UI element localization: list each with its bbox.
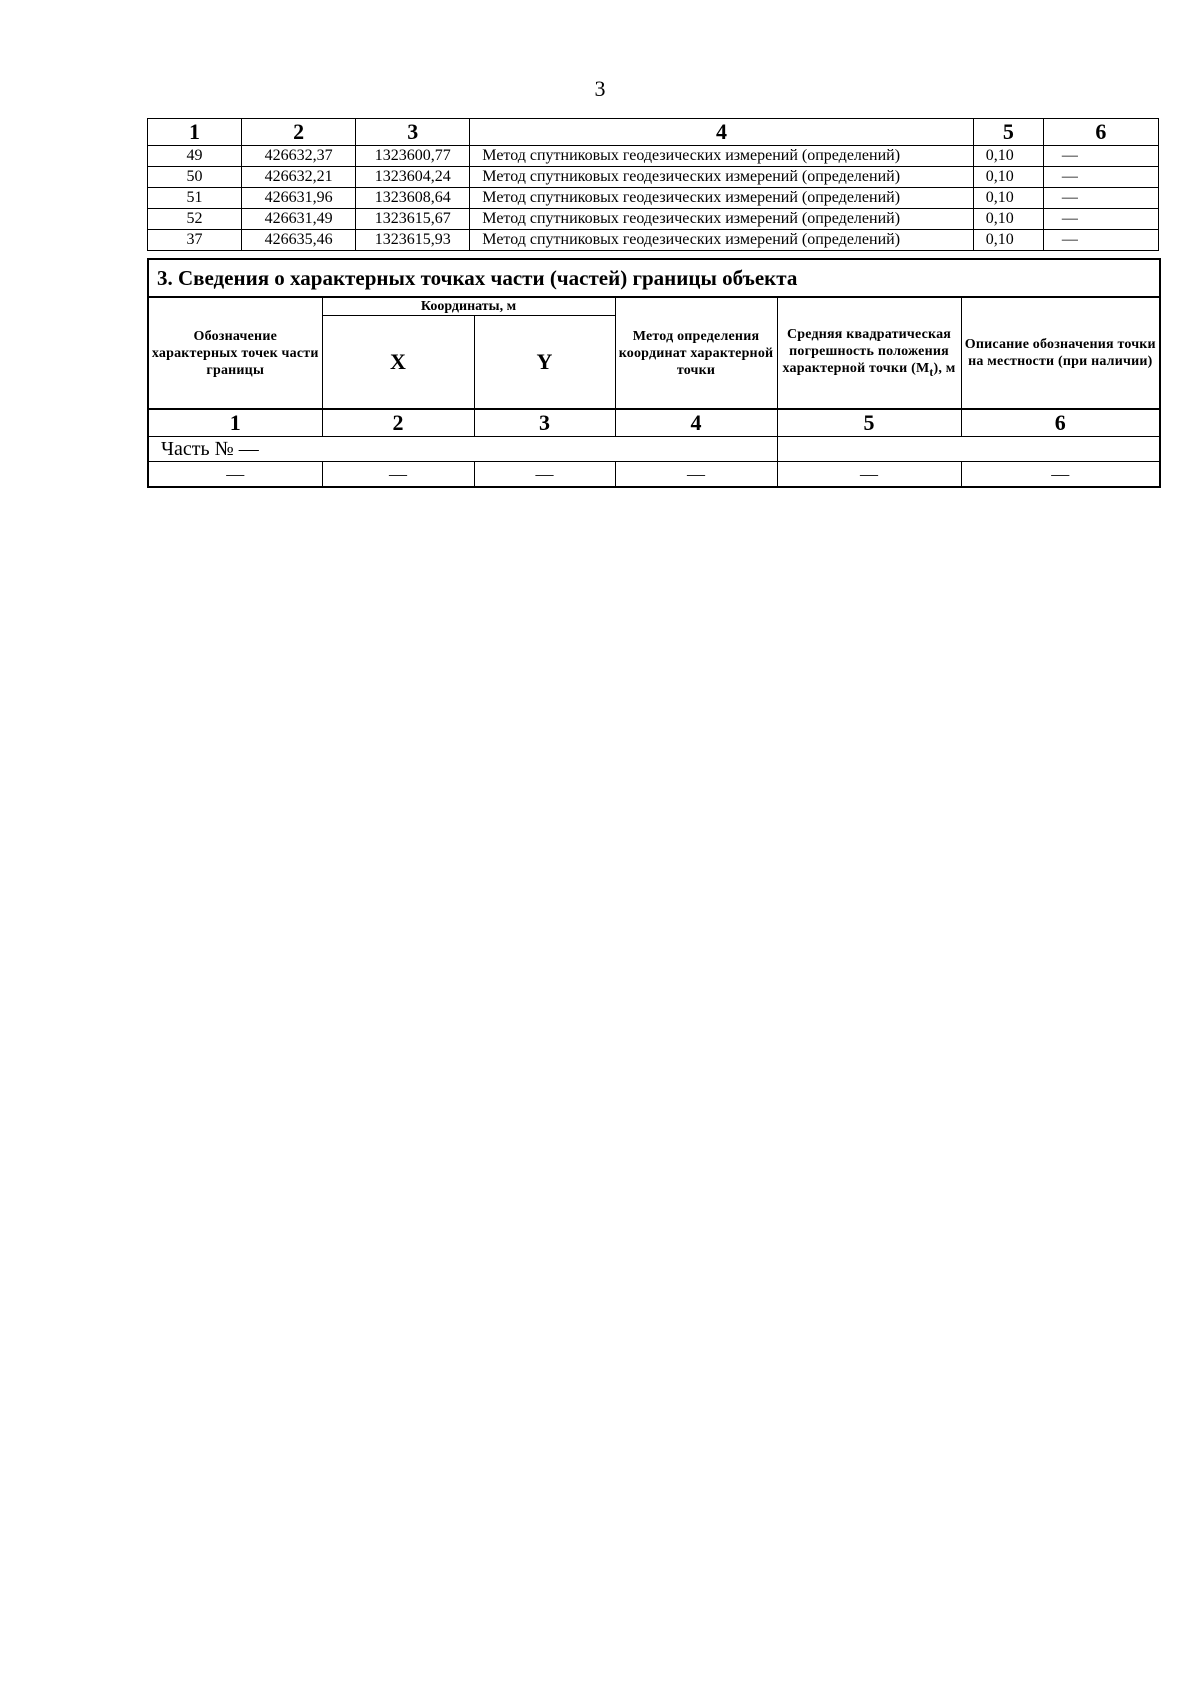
description: — [1043, 188, 1158, 209]
empty-value: — [322, 462, 474, 488]
accuracy: 0,10 [973, 209, 1043, 230]
part-empty [777, 437, 1160, 462]
point-id: 52 [148, 209, 242, 230]
coord-y: 1323615,93 [356, 230, 470, 251]
method: Метод спутниковых геодезических измерений (определений) [470, 188, 973, 209]
coord-x: 426631,49 [242, 209, 356, 230]
method: Метод спутниковых геодезических измерений (определений) [470, 167, 973, 188]
column-number-4: 4 [470, 119, 973, 146]
description: — [1043, 209, 1158, 230]
point-id: 37 [148, 230, 242, 251]
page-number: 3 [594, 76, 606, 101]
empty-value: — [474, 462, 615, 488]
coord-x: 426631,96 [242, 188, 356, 209]
coord-y: 1323608,64 [356, 188, 470, 209]
empty-value: — [615, 462, 777, 488]
header-coordinates: Координаты, м [322, 297, 615, 316]
header-y: Y [474, 316, 615, 410]
method: Метод спутниковых геодезических измерений (определений) [470, 146, 973, 167]
points-table [147, 118, 1159, 251]
header-accuracy-text: Средняя квадратическая погрешность положения характерной точки (M [782, 326, 952, 376]
table-row [148, 209, 1159, 230]
accuracy: 0,10 [973, 230, 1043, 251]
part-label: Часть № — [148, 437, 777, 462]
header-accuracy [777, 297, 961, 409]
coord-y: 1323615,67 [356, 209, 470, 230]
coord-y: 1323604,24 [356, 167, 470, 188]
part-row [148, 437, 1160, 462]
column-number-5: 5 [777, 409, 961, 437]
column-number-2: 2 [242, 119, 356, 146]
description: — [1043, 167, 1158, 188]
part-points-table [147, 258, 1161, 488]
column-number-1: 1 [148, 119, 242, 146]
method: Метод спутниковых геодезических измерений (определений) [470, 230, 973, 251]
column-numbers-row [148, 409, 1160, 437]
table-row [148, 167, 1159, 188]
method: Метод спутниковых геодезических измерений (определений) [470, 209, 973, 230]
coord-x: 426635,46 [242, 230, 356, 251]
table-row [148, 230, 1159, 251]
point-id: 51 [148, 188, 242, 209]
header-description: Описание обозначения точки на местности (при наличии) [961, 297, 1160, 409]
description: — [1043, 230, 1158, 251]
header-designation: Обозначение характерных точек части границы [148, 297, 322, 409]
accuracy: 0,10 [973, 167, 1043, 188]
header-accuracy-unit: ), м [933, 360, 956, 376]
table-row [148, 146, 1159, 167]
column-number-4: 4 [615, 409, 777, 437]
description: — [1043, 146, 1158, 167]
point-id: 50 [148, 167, 242, 188]
coord-x: 426632,37 [242, 146, 356, 167]
accuracy: 0,10 [973, 146, 1043, 167]
point-id: 49 [148, 146, 242, 167]
empty-value: — [777, 462, 961, 488]
header-x: X [322, 316, 474, 410]
empty-value: — [148, 462, 322, 488]
accuracy: 0,10 [973, 188, 1043, 209]
coord-x: 426632,21 [242, 167, 356, 188]
column-number-6: 6 [961, 409, 1160, 437]
column-number-2: 2 [322, 409, 474, 437]
column-number-1: 1 [148, 409, 322, 437]
section-title: 3. Сведения о характерных точках части (частей) границы объекта [148, 259, 1160, 297]
column-number-5: 5 [973, 119, 1043, 146]
column-number-3: 3 [474, 409, 615, 437]
coord-y: 1323600,77 [356, 146, 470, 167]
header-accuracy-subscript: t [929, 365, 934, 379]
table-row [148, 188, 1159, 209]
header-method: Метод определения координат характерной точки [615, 297, 777, 409]
empty-value: — [961, 462, 1160, 488]
column-number-3: 3 [356, 119, 470, 146]
table-row [148, 462, 1160, 488]
points-table-header [148, 119, 1159, 146]
column-number-6: 6 [1043, 119, 1158, 146]
